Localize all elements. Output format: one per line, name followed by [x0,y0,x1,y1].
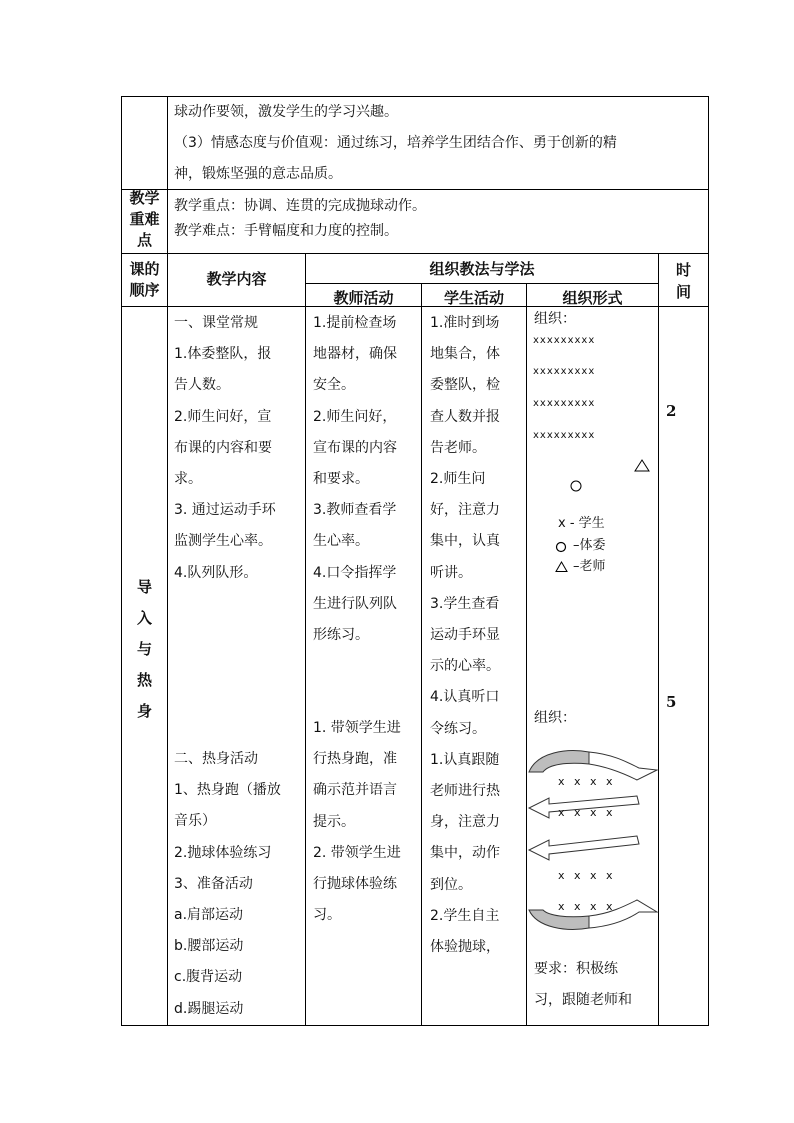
warmup-row: x x x x [558,775,616,788]
warmup-row: x x x x [558,806,616,819]
teaching-focus: 教学重点：协调、连贯的完成抛球动作。 [174,198,426,214]
objective-text: 神，锻炼坚强的意志品质。 [174,166,342,182]
header-order: 课的 顺序 [129,260,160,299]
row-divider [121,253,709,254]
col-divider [421,283,422,1026]
legend-student: x - 学生 [558,516,605,531]
legend-monitor: –体委 [573,538,606,553]
teacher-column: 1.提前检查场 地器材，确保 安全。 2.师生问好， 宣布课的内容 和要求。 3.教师查看学 生心率。 4.口令指挥学 生进行队列队 形练习。 [313,315,397,644]
time-value: 2 [666,402,677,420]
formation-row: xxxxxxxxx [533,430,596,441]
header-form: 组织形式 [562,289,623,307]
teaching-difficulty: 教学难点：手臂幅度和力度的控制。 [174,223,398,239]
teacher-triangle-icon [634,459,650,473]
requirement-text: 要求：积极练 [534,961,618,977]
header-teacher: 教师活动 [333,289,394,307]
legend-teacher: –老师 [573,559,606,574]
warmup-row: x x x x [558,869,616,882]
formation-row: xxxxxxxxx [533,335,596,346]
teacher-column-warmup: 1. 带领学生进 行热身跑，准 确示范并语言 提示。 2. 带领学生进 行抛球体验练 习。 [313,720,401,924]
time-value: 5 [666,693,677,711]
formation-row: xxxxxxxxx [533,366,596,377]
objective-text: 球动作要领，激发学生的学习兴趣。 [174,104,398,120]
requirement-text: 习，跟随老师和 [534,992,632,1008]
section-name: 导 入 与 热 身 [136,578,152,720]
header-subdivider [305,283,658,284]
formation-row: xxxxxxxxx [533,398,596,409]
monitor-circle-icon [569,479,583,493]
legend-circle-icon [555,541,567,553]
content-column-warmup: 二、热身活动 1、热身跑（播放 音乐） 2.抛球体验练习 3、准备活动 a.肩部运动 b.腰部运动 c.腹背运动 d.踢腿运动 [174,751,281,1017]
content-column: 一、课堂常规 1.体委整队，报 告人数。 2.师生问好，宣 布课的内容和要 求。 3. 通过运动手环 监测学生心率。 4.队列队形。 [174,315,276,581]
org-label: 组织： [534,710,576,726]
legend-triangle-icon [555,561,568,573]
col-divider [305,253,306,1026]
col-divider [167,96,168,1026]
table-border-right [708,96,709,1026]
keypoints-label: 教学 重难 点 [129,189,160,249]
warmup-row: x x x x [558,900,616,913]
header-time: 时 间 [675,261,691,301]
org-label: 组织： [534,311,576,327]
objective-text: （3）情感态度与价值观：通过练习，培养学生团结合作、勇于创新的精 [174,135,617,151]
table-border-bottom [121,1025,709,1026]
header-method: 组织教法与学法 [429,260,535,278]
header-student: 学生活动 [443,289,504,307]
student-column: 1.准时到场 地集合，体 委整队，检 查人数并报 告老师。 2.师生问 好，注意力 集中，认真 听讲。 3.学生查看 运动手环显 示的心率。 4.认真听口 令练习。 1.认真跟随 老师进行热 身，注意力 集中，动作 到位。 2.学生自主 体验抛球， [430,315,500,956]
header-content: 教学内容 [206,270,267,288]
